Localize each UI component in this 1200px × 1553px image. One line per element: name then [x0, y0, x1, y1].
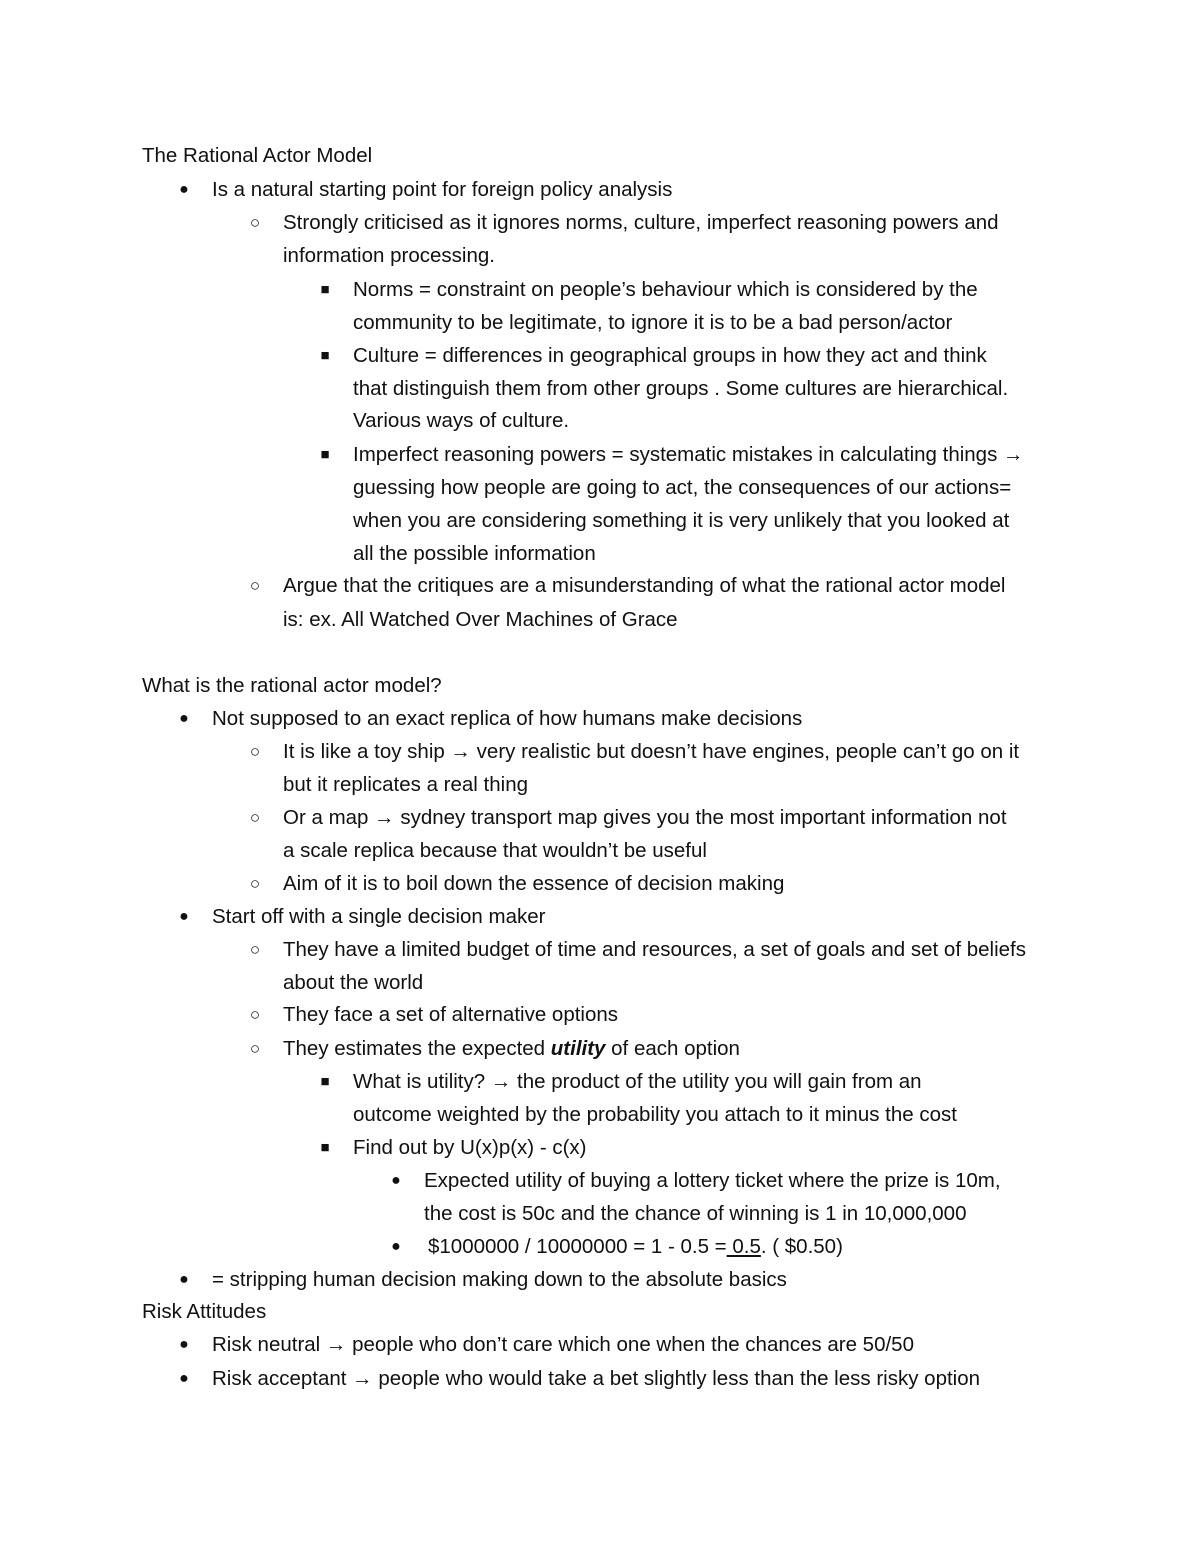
list-item-text: Culture = differences in geographical groups in how they act and think: [353, 344, 987, 367]
list-item-text: that distinguish them from other groups . Some cultures are hierarchical.: [353, 377, 1009, 400]
bullet-level2: ○: [249, 940, 261, 959]
bullet-level1: ●: [179, 1271, 189, 1288]
text-run: $1000000 / 10000000 = 1 - 0.5 =: [428, 1235, 727, 1258]
list-item-text: guessing how people are going to act, the consequences of our actions=: [353, 476, 1012, 499]
list-item-text: Imperfect reasoning powers = systematic mistakes in calculating things →: [353, 443, 1024, 466]
list-item-text: about the world: [283, 971, 424, 994]
bullet-level2: ○: [249, 1005, 261, 1024]
bullet-level2: ○: [249, 1039, 261, 1058]
list-item-text: when you are considering something it is very unlikely that you looked at: [353, 509, 1010, 532]
list-item-text: = stripping human decision making down to the absolute basics: [212, 1268, 787, 1291]
bullet-level3: ■: [320, 347, 330, 364]
list-item-text: a scale replica because that wouldn’t be useful: [283, 839, 707, 862]
list-item-text: Or a map → sydney transport map gives you the most important information not: [283, 806, 1007, 829]
bullet-level3: ■: [320, 1139, 330, 1156]
list-item-text: but it replicates a real thing: [283, 773, 528, 796]
bullet-level1: ●: [179, 1336, 189, 1353]
bullet-level3: ■: [320, 446, 330, 463]
list-item-text: Risk acceptant → people who would take a bet slightly less than the less risky option: [212, 1367, 981, 1390]
list-item-text: is: ex. All Watched Over Machines of Grace: [283, 608, 678, 631]
bullet-level4: ●: [391, 1172, 401, 1189]
bullet-level3: ■: [320, 1073, 330, 1090]
list-item-text: Aim of it is to boil down the essence of decision making: [283, 872, 785, 895]
heading-rational-actor-model: The Rational Actor Model: [142, 144, 373, 167]
list-item-text: Risk neutral → people who don’t care which one when the chances are 50/50: [212, 1333, 914, 1356]
list-item-text: They have a limited budget of time and resources, a set of goals and set of beliefs: [283, 938, 1026, 961]
bullet-level1: ●: [179, 181, 189, 198]
bullet-level2: ○: [249, 808, 261, 827]
bullet-level4: ●: [391, 1238, 401, 1255]
bullet-level1: ●: [179, 710, 189, 727]
bullet-level2: ○: [249, 742, 261, 761]
list-item-text: Strongly criticised as it ignores norms, culture, imperfect reasoning powers and: [283, 211, 999, 234]
list-item-text: the cost is 50c and the chance of winning is 1 in 10,000,000: [424, 1202, 967, 1225]
list-item-text: [428, 1230, 843, 1263]
list-item-text: community to be legitimate, to ignore it is to be a bad person/actor: [353, 311, 953, 334]
list-item-text: Find out by U(x)p(x) - c(x): [353, 1136, 587, 1159]
list-item-text: Start off with a single decision maker: [212, 905, 546, 928]
heading-risk-attitudes: Risk Attitudes: [142, 1300, 267, 1323]
bullet-level2: ○: [249, 213, 261, 232]
text-run: They estimates the expected: [283, 1037, 551, 1060]
list-item-text: Various ways of culture.: [353, 409, 570, 432]
list-item-text: Norms = constraint on people’s behaviour which is considered by the: [353, 278, 978, 301]
list-item-text: Is a natural starting point for foreign policy analysis: [212, 178, 673, 201]
list-item-text: Not supposed to an exact replica of how humans make decisions: [212, 707, 803, 730]
bullet-level1: ●: [179, 908, 189, 925]
bullet-level3: ■: [320, 281, 330, 298]
list-item-text: [283, 1032, 740, 1065]
list-item-text: Argue that the critiques are a misunderstanding of what the rational actor model: [283, 574, 1006, 597]
list-item-text: information processing.: [283, 244, 495, 267]
text-run: of each option: [605, 1037, 740, 1060]
list-item-text: It is like a toy ship → very realistic but doesn’t have engines, people can’t go on it: [283, 740, 1020, 763]
bullet-level2: ○: [249, 576, 261, 595]
list-item-text: They face a set of alternative options: [283, 1003, 619, 1026]
bullet-level1: ●: [179, 1370, 189, 1387]
bullet-level2: ○: [249, 874, 261, 893]
underlined-result: 0.5: [726, 1235, 761, 1258]
text-run: . ( $0.50): [760, 1235, 843, 1258]
list-item-text: Expected utility of buying a lottery ticket where the prize is 10m,: [424, 1169, 1001, 1192]
list-item-text: What is utility? → the product of the utility you will gain from an: [353, 1070, 922, 1093]
list-item-text: all the possible information: [353, 542, 596, 565]
list-item-text: outcome weighted by the probability you attach to it minus the cost: [353, 1103, 957, 1126]
emphasis-utility: utility: [550, 1037, 606, 1060]
heading-what-is-rational-actor-model: What is the rational actor model?: [142, 674, 442, 697]
